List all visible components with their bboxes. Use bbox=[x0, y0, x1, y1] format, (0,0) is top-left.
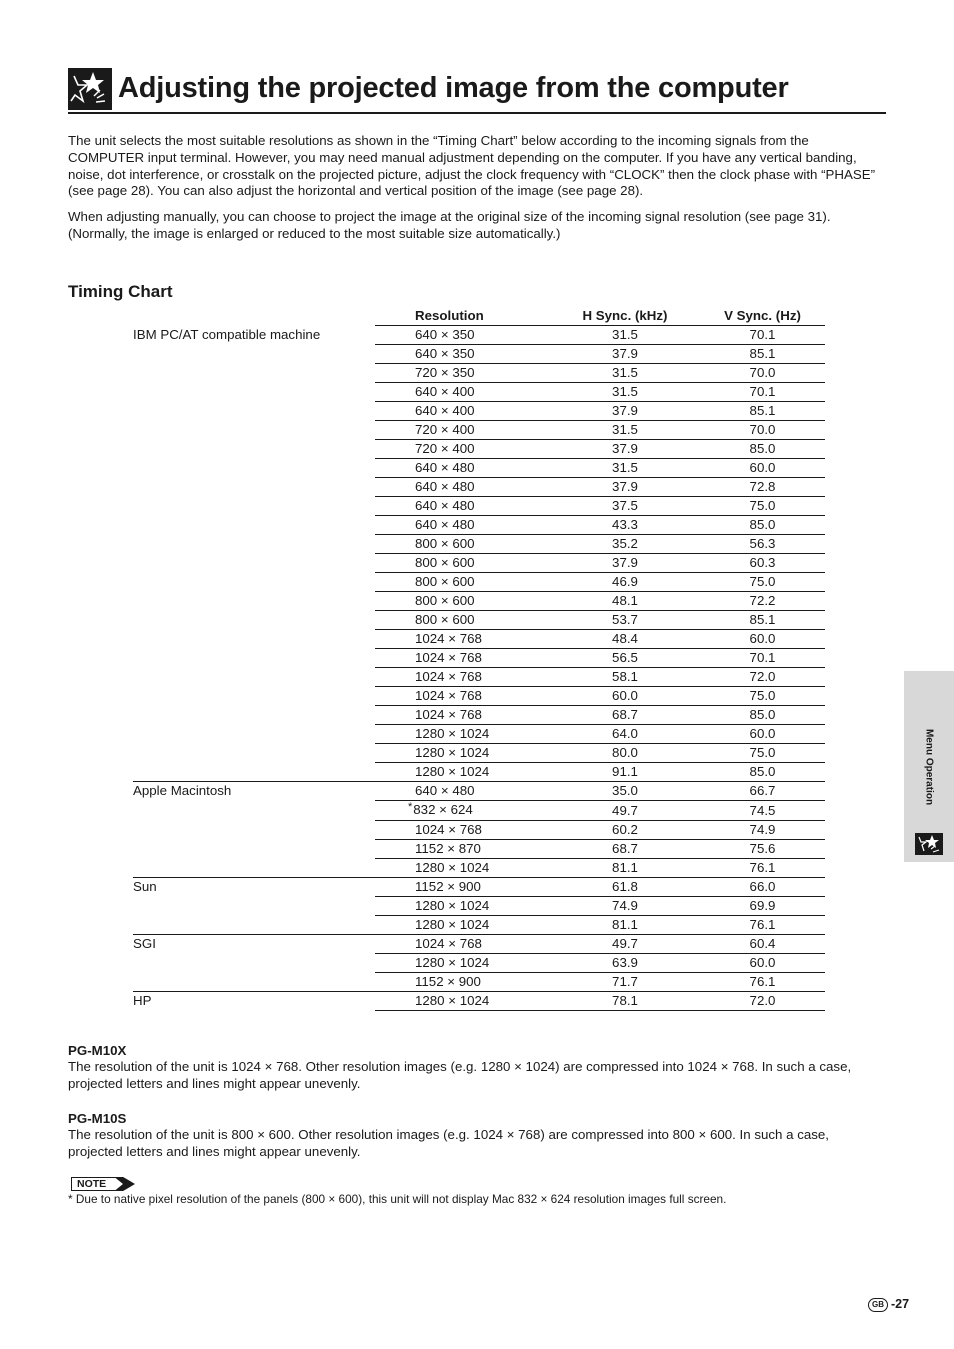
resolution-value: 1280 × 1024 bbox=[415, 993, 490, 1008]
cell-resolution bbox=[375, 859, 550, 878]
cell-resolution bbox=[375, 840, 550, 859]
cell-hsync: 63.9 bbox=[550, 954, 700, 973]
resolution-value: 1024 × 768 bbox=[415, 688, 482, 703]
resolution-value: 1280 × 1024 bbox=[415, 898, 490, 913]
cell-hsync: 37.9 bbox=[550, 554, 700, 573]
cell-resolution bbox=[375, 592, 550, 611]
cell-vsync: 85.0 bbox=[700, 516, 825, 535]
note-footnote bbox=[68, 1192, 726, 1207]
table-row bbox=[133, 554, 825, 573]
resolution-value: 1024 × 768 bbox=[415, 669, 482, 684]
table-row bbox=[133, 973, 825, 992]
model-note-pg-m10s bbox=[68, 1110, 886, 1161]
group-spacer bbox=[133, 554, 375, 573]
header-resolution: Resolution bbox=[375, 307, 550, 326]
cell-vsync: 75.0 bbox=[700, 744, 825, 763]
group-spacer bbox=[133, 840, 375, 859]
footnote-marker: * bbox=[408, 801, 413, 813]
cell-vsync: 72.8 bbox=[700, 478, 825, 497]
cell-hsync: 35.2 bbox=[550, 535, 700, 554]
cell-vsync: 75.0 bbox=[700, 687, 825, 706]
resolution-value: 800 × 600 bbox=[415, 536, 475, 551]
resolution-value: 1280 × 1024 bbox=[415, 917, 490, 932]
group-spacer bbox=[133, 478, 375, 497]
group-spacer bbox=[133, 459, 375, 478]
cell-resolution bbox=[375, 897, 550, 916]
cell-hsync: 56.5 bbox=[550, 649, 700, 668]
group-spacer bbox=[133, 897, 375, 916]
group-name: SGI bbox=[133, 935, 375, 954]
group-spacer bbox=[133, 535, 375, 554]
cell-hsync: 43.3 bbox=[550, 516, 700, 535]
cell-resolution bbox=[375, 573, 550, 592]
cell-resolution bbox=[375, 801, 550, 821]
table-row bbox=[133, 859, 825, 878]
cell-resolution bbox=[375, 554, 550, 573]
cell-hsync: 74.9 bbox=[550, 897, 700, 916]
cell-vsync: 56.3 bbox=[700, 535, 825, 554]
table-row bbox=[133, 364, 825, 383]
cell-resolution bbox=[375, 535, 550, 554]
table-row bbox=[133, 954, 825, 973]
group-spacer bbox=[133, 916, 375, 935]
resolution-value: 1152 × 900 bbox=[415, 974, 481, 989]
cell-vsync: 60.0 bbox=[700, 630, 825, 649]
cell-vsync: 66.0 bbox=[700, 878, 825, 897]
table-row bbox=[133, 821, 825, 840]
table-row bbox=[133, 421, 825, 440]
cell-vsync: 85.0 bbox=[700, 706, 825, 725]
model-title: PG-M10X bbox=[68, 1043, 127, 1058]
table-row bbox=[133, 402, 825, 421]
cell-hsync: 58.1 bbox=[550, 668, 700, 687]
cell-hsync: 37.9 bbox=[550, 478, 700, 497]
table-row bbox=[133, 440, 825, 459]
table-row bbox=[133, 744, 825, 763]
resolution-value: 800 × 600 bbox=[415, 555, 475, 570]
cell-vsync: 70.1 bbox=[700, 383, 825, 402]
group-name: IBM PC/AT compatible machine bbox=[133, 327, 321, 342]
menu-wand-icon bbox=[68, 68, 112, 110]
table-row bbox=[133, 573, 825, 592]
intro-paragraph-2: When adjusting manually, you can choose to project the image at the original size of the incoming signal resolution (see page 31). (Normally, the image is enlarged or reduced to the most suitable size automatically.) bbox=[68, 209, 831, 241]
cell-vsync: 85.0 bbox=[700, 763, 825, 782]
table-row bbox=[133, 840, 825, 859]
cell-hsync: 37.9 bbox=[550, 402, 700, 421]
cell-resolution bbox=[375, 440, 550, 459]
resolution-value: 1280 × 1024 bbox=[415, 860, 490, 875]
cell-vsync: 85.1 bbox=[700, 402, 825, 421]
cell-vsync: 60.3 bbox=[700, 554, 825, 573]
resolution-value: 1152 × 900 bbox=[415, 879, 481, 894]
cell-vsync: 75.0 bbox=[700, 497, 825, 516]
cell-resolution bbox=[375, 668, 550, 687]
table-row bbox=[133, 992, 825, 1011]
cell-resolution bbox=[375, 821, 550, 840]
cell-vsync: 60.0 bbox=[700, 725, 825, 744]
cell-vsync: 74.9 bbox=[700, 821, 825, 840]
resolution-value: 640 × 480 bbox=[415, 460, 475, 475]
cell-vsync: 75.0 bbox=[700, 573, 825, 592]
group-spacer bbox=[133, 383, 375, 402]
timing-chart-table bbox=[133, 307, 825, 1011]
resolution-value: 1152 × 870 bbox=[415, 841, 481, 856]
cell-resolution bbox=[375, 326, 550, 345]
note-badge bbox=[71, 1177, 135, 1191]
cell-vsync: 60.0 bbox=[700, 954, 825, 973]
group-spacer bbox=[133, 649, 375, 668]
cell-hsync: 48.1 bbox=[550, 592, 700, 611]
cell-resolution bbox=[375, 782, 550, 801]
cell-resolution bbox=[375, 954, 550, 973]
table-row bbox=[133, 782, 825, 801]
resolution-value: 800 × 600 bbox=[415, 612, 475, 627]
side-tab bbox=[904, 671, 954, 862]
cell-resolution bbox=[375, 706, 550, 725]
table-row bbox=[133, 383, 825, 402]
resolution-value: 800 × 600 bbox=[415, 574, 475, 589]
cell-vsync: 76.1 bbox=[700, 973, 825, 992]
cell-resolution bbox=[375, 630, 550, 649]
cell-resolution bbox=[375, 935, 550, 954]
group-spacer bbox=[133, 516, 375, 535]
cell-vsync: 72.0 bbox=[700, 992, 825, 1011]
intro-paragraph-1: The unit selects the most suitable resolutions as shown in the “Timing Chart” below according to the incoming signals from the COMPUTER input terminal. However, you may need manual adjustment depending on the computer. If you have any vertical banding, noise, dot interference, or crosstalk on the projected picture, adjust the clock frequency with “CLOCK” then the clock phase with “PHASE” (see page 28). You can also adjust the horizontal and vertical position of the image (see page 28). bbox=[68, 133, 876, 199]
side-tab-label: Menu Operation bbox=[923, 728, 935, 806]
cell-vsync: 85.1 bbox=[700, 611, 825, 630]
group-spacer bbox=[133, 611, 375, 630]
resolution-value: 640 × 400 bbox=[415, 384, 475, 399]
cell-hsync: 31.5 bbox=[550, 421, 700, 440]
cell-resolution bbox=[375, 878, 550, 897]
model-note-pg-m10x bbox=[68, 1042, 886, 1093]
group-spacer bbox=[133, 801, 375, 821]
header-category bbox=[133, 307, 375, 326]
cell-resolution bbox=[375, 421, 550, 440]
table-row bbox=[133, 611, 825, 630]
resolution-value: 640 × 400 bbox=[415, 403, 475, 418]
table-row bbox=[133, 706, 825, 725]
model-text: The resolution of the unit is 1024 × 768. Other resolution images (e.g. 1280 × 1024) are compressed into 1024 × 768. In such a case, projected letters and lines might appear unevenly. bbox=[68, 1059, 852, 1091]
cell-hsync: 35.0 bbox=[550, 782, 700, 801]
resolution-value: 1280 × 1024 bbox=[415, 764, 490, 779]
group-spacer bbox=[133, 706, 375, 725]
note-label: NOTE bbox=[77, 1178, 107, 1190]
cell-resolution bbox=[375, 649, 550, 668]
table-row bbox=[133, 897, 825, 916]
resolution-value: 720 × 400 bbox=[415, 441, 475, 456]
table-row bbox=[133, 935, 825, 954]
cell-hsync: 81.1 bbox=[550, 859, 700, 878]
cell-vsync: 76.1 bbox=[700, 859, 825, 878]
page-header bbox=[68, 66, 886, 114]
group-name: HP bbox=[133, 992, 375, 1011]
cell-resolution bbox=[375, 478, 550, 497]
group-name: Apple Macintosh bbox=[133, 782, 375, 801]
cell-hsync: 71.7 bbox=[550, 973, 700, 992]
cell-vsync: 70.0 bbox=[700, 421, 825, 440]
group-spacer bbox=[133, 859, 375, 878]
group-spacer bbox=[133, 592, 375, 611]
group-spacer bbox=[133, 421, 375, 440]
resolution-value: 1024 × 768 bbox=[415, 822, 482, 837]
cell-hsync: 46.9 bbox=[550, 573, 700, 592]
table-row bbox=[133, 326, 825, 345]
cell-vsync: 70.1 bbox=[700, 649, 825, 668]
table-row bbox=[133, 630, 825, 649]
cell-resolution bbox=[375, 611, 550, 630]
resolution-value: 640 × 480 bbox=[415, 498, 475, 513]
group-spacer bbox=[133, 364, 375, 383]
cell-hsync: 64.0 bbox=[550, 725, 700, 744]
cell-hsync: 53.7 bbox=[550, 611, 700, 630]
cell-vsync: 85.0 bbox=[700, 440, 825, 459]
page-title: Adjusting the projected image from the computer bbox=[118, 72, 789, 104]
footnote-text: Due to native pixel resolution of the panels (800 × 600), this unit will not display Mac 832 × 624 resolution images full screen. bbox=[75, 1192, 727, 1206]
cell-hsync: 60.0 bbox=[550, 687, 700, 706]
cell-vsync: 66.7 bbox=[700, 782, 825, 801]
table-row bbox=[133, 687, 825, 706]
resolution-value: 720 × 350 bbox=[415, 365, 475, 380]
cell-hsync: 61.8 bbox=[550, 878, 700, 897]
group-name: Sun bbox=[133, 878, 375, 897]
cell-hsync: 60.2 bbox=[550, 821, 700, 840]
cell-hsync: 31.5 bbox=[550, 364, 700, 383]
group-spacer bbox=[133, 440, 375, 459]
menu-wand-icon bbox=[915, 833, 943, 855]
group-spacer bbox=[133, 954, 375, 973]
resolution-value: 1280 × 1024 bbox=[415, 745, 490, 760]
table-row bbox=[133, 459, 825, 478]
cell-vsync: 76.1 bbox=[700, 916, 825, 935]
resolution-value: 640 × 480 bbox=[415, 479, 475, 494]
cell-resolution bbox=[375, 992, 550, 1011]
group-spacer bbox=[133, 630, 375, 649]
cell-hsync: 37.9 bbox=[550, 345, 700, 364]
resolution-value: 640 × 480 bbox=[415, 783, 475, 798]
resolution-value: 800 × 600 bbox=[415, 593, 475, 608]
table-row bbox=[133, 916, 825, 935]
cell-hsync: 91.1 bbox=[550, 763, 700, 782]
language-badge: GB bbox=[868, 1298, 888, 1312]
cell-hsync: 37.9 bbox=[550, 440, 700, 459]
timing-chart-body bbox=[133, 326, 825, 1011]
cell-hsync: 31.5 bbox=[550, 459, 700, 478]
cell-hsync: 49.7 bbox=[550, 935, 700, 954]
resolution-value: 1280 × 1024 bbox=[415, 726, 490, 741]
page-number bbox=[868, 1297, 909, 1312]
cell-hsync: 81.1 bbox=[550, 916, 700, 935]
cell-vsync: 69.9 bbox=[700, 897, 825, 916]
table-row bbox=[133, 649, 825, 668]
cell-vsync: 70.0 bbox=[700, 364, 825, 383]
group-spacer bbox=[133, 497, 375, 516]
cell-hsync: 78.1 bbox=[550, 992, 700, 1011]
cell-resolution bbox=[375, 364, 550, 383]
cell-resolution bbox=[375, 383, 550, 402]
group-spacer bbox=[133, 744, 375, 763]
resolution-value: 1024 × 768 bbox=[415, 707, 482, 722]
footnote-marker: * bbox=[68, 1192, 73, 1206]
table-row bbox=[133, 592, 825, 611]
cell-vsync: 72.2 bbox=[700, 592, 825, 611]
table-row bbox=[133, 478, 825, 497]
cell-vsync: 85.1 bbox=[700, 345, 825, 364]
cell-hsync: 31.5 bbox=[550, 383, 700, 402]
header-vsync: V Sync. (Hz) bbox=[700, 307, 825, 326]
section-title: Timing Chart bbox=[68, 282, 173, 301]
table-row bbox=[133, 516, 825, 535]
cell-resolution bbox=[375, 916, 550, 935]
table-row bbox=[133, 763, 825, 782]
cell-hsync: 48.4 bbox=[550, 630, 700, 649]
group-spacer bbox=[133, 763, 375, 782]
cell-resolution bbox=[375, 516, 550, 535]
group-spacer bbox=[133, 668, 375, 687]
group-spacer bbox=[133, 345, 375, 364]
group-spacer bbox=[133, 687, 375, 706]
cell-resolution bbox=[375, 459, 550, 478]
group-spacer bbox=[133, 973, 375, 992]
cell-vsync: 75.6 bbox=[700, 840, 825, 859]
cell-vsync: 74.5 bbox=[700, 801, 825, 821]
table-row bbox=[133, 497, 825, 516]
header-hsync: H Sync. (kHz) bbox=[550, 307, 700, 326]
model-title: PG-M10S bbox=[68, 1111, 127, 1126]
resolution-value: 720 × 400 bbox=[415, 422, 475, 437]
table-row bbox=[133, 801, 825, 821]
group-spacer bbox=[133, 573, 375, 592]
cell-resolution bbox=[375, 744, 550, 763]
resolution-value: 1024 × 768 bbox=[415, 650, 482, 665]
table-row bbox=[133, 345, 825, 364]
cell-vsync: 72.0 bbox=[700, 668, 825, 687]
cell-resolution bbox=[375, 763, 550, 782]
cell-hsync: 68.7 bbox=[550, 706, 700, 725]
resolution-value: 640 × 350 bbox=[415, 327, 475, 342]
model-text: The resolution of the unit is 800 × 600. Other resolution images (e.g. 1024 × 768) are compressed into 800 × 600. In such a case, projected letters and lines might appear unevenly. bbox=[68, 1127, 829, 1159]
cell-hsync: 49.7 bbox=[550, 801, 700, 821]
cell-resolution bbox=[375, 402, 550, 421]
group-spacer bbox=[133, 821, 375, 840]
cell-vsync: 70.1 bbox=[700, 326, 825, 345]
resolution-value: 640 × 480 bbox=[415, 517, 475, 532]
cell-vsync: 60.0 bbox=[700, 459, 825, 478]
table-header-row bbox=[133, 307, 825, 326]
cell-resolution bbox=[375, 687, 550, 706]
table-row bbox=[133, 725, 825, 744]
group-spacer bbox=[133, 725, 375, 744]
table-row bbox=[133, 668, 825, 687]
page-number-text: -27 bbox=[891, 1297, 910, 1311]
resolution-value: 1024 × 768 bbox=[415, 936, 482, 951]
resolution-value: 1280 × 1024 bbox=[415, 955, 490, 970]
cell-resolution bbox=[375, 345, 550, 364]
resolution-value: 832 × 624 bbox=[413, 802, 473, 817]
cell-resolution bbox=[375, 497, 550, 516]
cell-hsync: 31.5 bbox=[550, 326, 700, 345]
table-row bbox=[133, 535, 825, 554]
group-spacer bbox=[133, 402, 375, 421]
cell-hsync: 37.5 bbox=[550, 497, 700, 516]
cell-vsync: 60.4 bbox=[700, 935, 825, 954]
resolution-value: 1024 × 768 bbox=[415, 631, 482, 646]
cell-hsync: 68.7 bbox=[550, 840, 700, 859]
cell-resolution bbox=[375, 973, 550, 992]
table-row bbox=[133, 878, 825, 897]
resolution-value: 640 × 350 bbox=[415, 346, 475, 361]
cell-resolution bbox=[375, 725, 550, 744]
cell-hsync: 80.0 bbox=[550, 744, 700, 763]
